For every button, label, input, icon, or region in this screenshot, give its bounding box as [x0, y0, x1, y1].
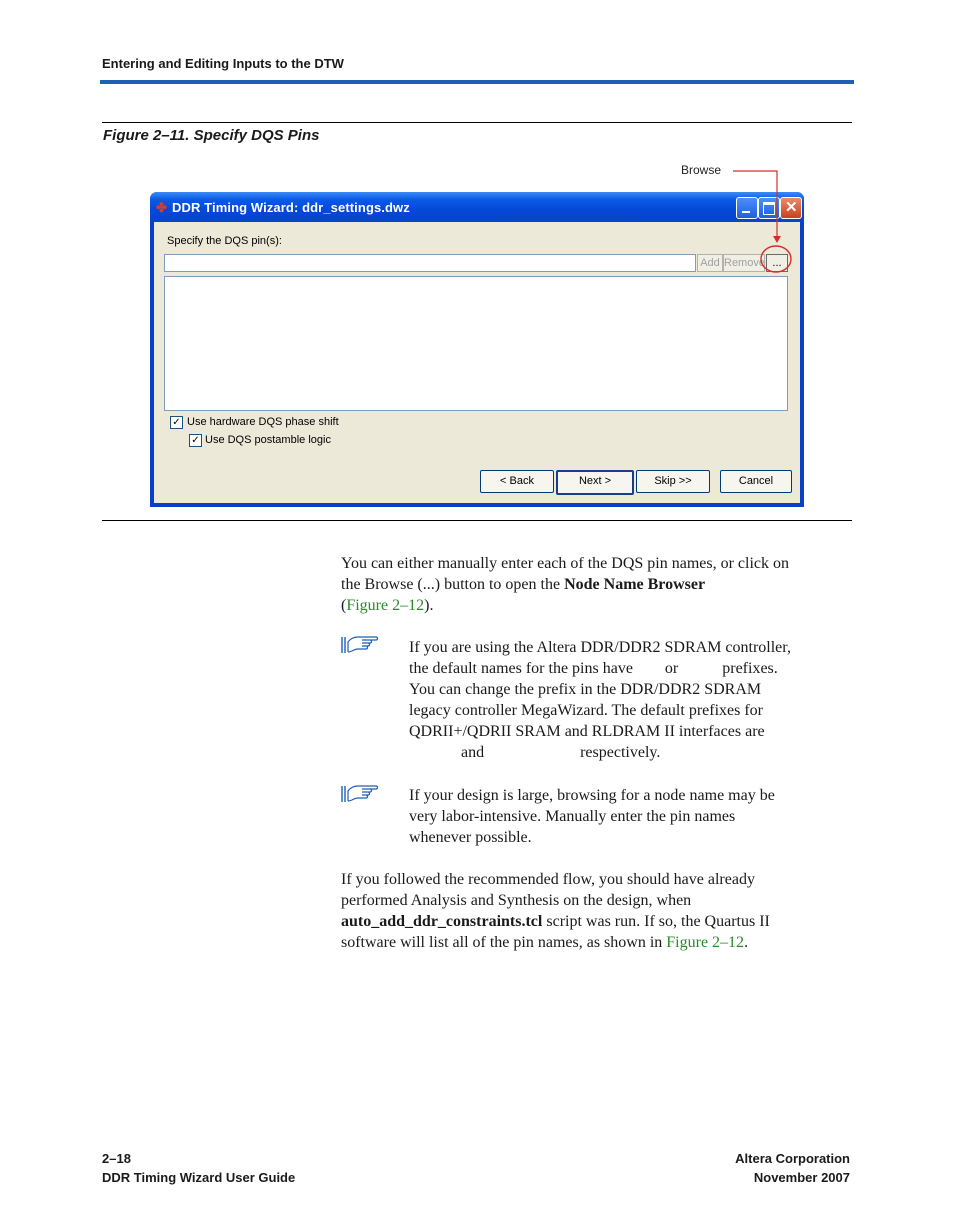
postamble-label: Use DQS postamble logic	[205, 434, 331, 446]
para1-line3	[341, 595, 789, 616]
close-icon: ✕	[785, 199, 798, 216]
add-button[interactable]: Add	[697, 254, 723, 272]
para1-close-paren: ).	[424, 597, 434, 614]
para1-open-paren: (	[341, 597, 347, 614]
figure-bottom-rule	[102, 520, 852, 521]
note2-line: very labor-intensive. Manually enter the pin names	[409, 808, 736, 825]
minimize-button[interactable]	[736, 197, 758, 219]
page-number: 2–18	[102, 1151, 131, 1166]
para2-line3	[341, 911, 770, 932]
note2-line: If your design is large, browsing for a node name may be	[409, 787, 775, 804]
para1-line2	[341, 574, 789, 595]
para1-text: the Browse (...) button to open the	[341, 576, 565, 593]
note1-line: If you are using the Altera DDR/DDR2 SDRAM controller,	[409, 639, 791, 656]
note-2	[409, 785, 775, 848]
browse-callout-label: Browse	[681, 163, 722, 177]
note1-line: legacy controller MegaWizard. The default prefixes for	[409, 702, 764, 719]
close-button[interactable]	[780, 197, 802, 219]
script-name-term: auto_add_ddr_constraints.tcl	[341, 913, 543, 930]
next-button[interactable]: Next >	[556, 470, 634, 495]
browse-button[interactable]: ...	[766, 254, 788, 272]
postamble-checkbox[interactable]: ✓	[189, 434, 202, 447]
dqs-pin-input[interactable]	[164, 254, 696, 272]
ddr-timing-wizard-window	[150, 192, 804, 507]
para2-text: software will list all of the pin names, as shown in	[341, 934, 667, 951]
figure-2-12-link[interactable]: Figure 2–12	[666, 934, 745, 951]
app-icon: ✤	[156, 200, 167, 215]
dqs-pin-list[interactable]	[164, 276, 788, 411]
para2-text: script was run. If so, the Quartus II	[542, 913, 770, 930]
para2-period: .	[744, 934, 749, 951]
publication-date: November 2007	[753, 1170, 850, 1185]
maximize-icon	[763, 202, 775, 215]
note1-line: QDRII+/QDRII SRAM and RLDRAM II interfaces are	[409, 723, 765, 740]
remove-button[interactable]: Remove	[723, 254, 765, 272]
para2-line2: performed Analysis and Synthesis on the design, when	[341, 892, 692, 909]
note-hand-icon	[340, 634, 380, 662]
note2-line: whenever possible.	[409, 829, 532, 846]
window-title: DDR Timing Wizard: ddr_settings.dwz	[172, 200, 410, 215]
paragraph-1	[341, 553, 789, 616]
figure-2-12-link[interactable]: Figure 2–12	[346, 597, 425, 614]
para2-line4	[341, 932, 770, 953]
specify-dqs-label: Specify the DQS pin(s):	[167, 235, 282, 247]
running-header: Entering and Editing Inputs to the DTW	[102, 56, 344, 71]
paragraph-2	[341, 869, 770, 953]
maximize-button[interactable]	[758, 197, 780, 219]
figure-caption: Figure 2–11. Specify DQS Pins	[103, 127, 320, 144]
note-1	[409, 637, 791, 763]
dialog-body	[154, 222, 800, 503]
company-name: Altera Corporation	[735, 1151, 850, 1166]
note1-line: the default names for the pins have or prefixes.	[409, 660, 778, 677]
header-rule	[100, 80, 854, 84]
note-hand-icon	[340, 783, 380, 811]
hardware-dqs-checkbox[interactable]: ✓	[170, 416, 183, 429]
note1-line: You can change the prefix in the DDR/DDR2 SDRAM	[409, 681, 762, 698]
guide-title: DDR Timing Wizard User Guide	[102, 1170, 296, 1185]
skip-button[interactable]: Skip >>	[636, 470, 710, 493]
cancel-button[interactable]: Cancel	[720, 470, 792, 493]
para1-line1: You can either manually enter each of the DQS pin names, or click on	[341, 555, 790, 572]
note1-line: and respectively.	[409, 744, 661, 761]
para2-line1: If you followed the recommended flow, you should have already	[341, 871, 755, 888]
minimize-icon	[742, 211, 750, 213]
window-titlebar[interactable]	[150, 192, 804, 222]
back-button[interactable]: < Back	[480, 470, 554, 493]
figure-top-rule	[102, 122, 852, 123]
hardware-dqs-label: Use hardware DQS phase shift	[187, 416, 339, 428]
node-name-browser-term: Node Name Browser	[564, 576, 706, 593]
